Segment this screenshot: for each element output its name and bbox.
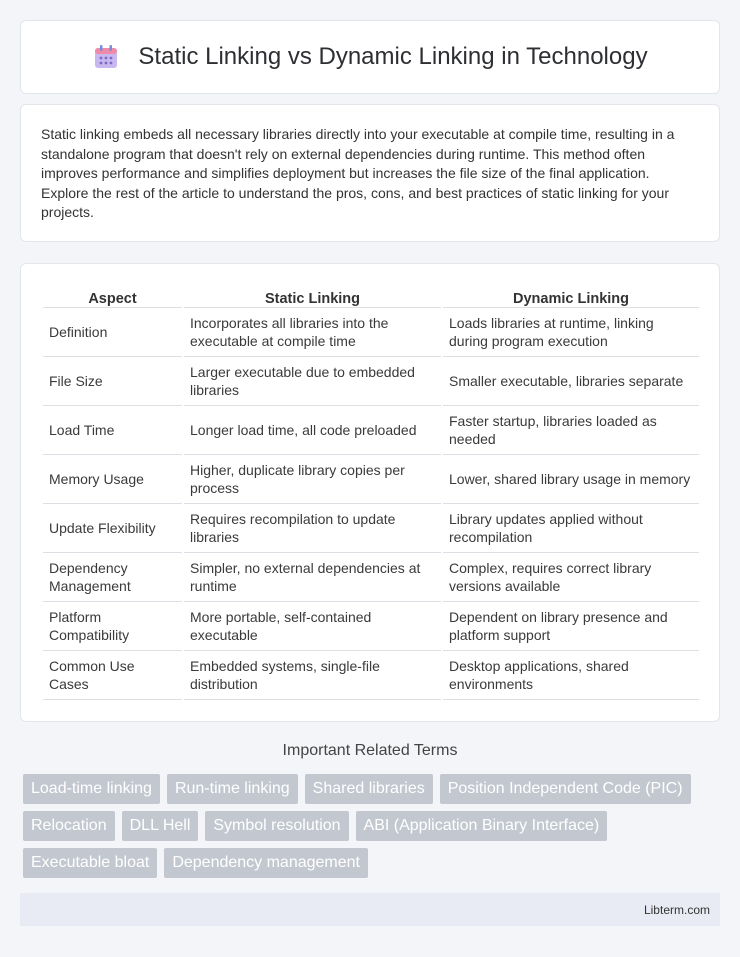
table-row	[43, 602, 699, 651]
related-terms-list	[23, 774, 723, 878]
cell-dynamic: Dependent on library presence and platform support	[443, 602, 699, 651]
term-tag[interactable]: Executable bloat	[23, 848, 157, 878]
table-row	[43, 406, 699, 455]
term-tag[interactable]: Load-time linking	[23, 774, 160, 804]
cell-aspect: Memory Usage	[43, 455, 182, 504]
table-row	[43, 651, 699, 700]
table-header-row	[43, 284, 699, 308]
cell-dynamic: Smaller executable, libraries separate	[443, 357, 699, 406]
term-tag[interactable]: ABI (Application Binary Interface)	[356, 811, 608, 841]
cell-aspect: Load Time	[43, 406, 182, 455]
cell-static: Simpler, no external dependencies at runtime	[184, 553, 441, 602]
cell-static: Requires recompilation to update libraries	[184, 504, 441, 553]
cell-aspect: Common Use Cases	[43, 651, 182, 700]
header-dynamic-linking: Dynamic Linking	[443, 284, 699, 308]
header-card	[20, 20, 720, 94]
cell-aspect: Definition	[43, 308, 182, 357]
cell-dynamic: Desktop applications, shared environments	[443, 651, 699, 700]
cell-dynamic: Library updates applied without recompilation	[443, 504, 699, 553]
comparison-table	[41, 284, 701, 700]
calendar-icon	[92, 43, 120, 71]
cell-aspect: Dependency Management	[43, 553, 182, 602]
table-row	[43, 357, 699, 406]
page-title: Static Linking vs Dynamic Linking in Technology	[138, 43, 648, 70]
footer	[20, 893, 720, 926]
term-tag[interactable]: Symbol resolution	[205, 811, 348, 841]
header-aspect: Aspect	[43, 284, 182, 308]
term-tag[interactable]: Position Independent Code (PIC)	[440, 774, 691, 804]
cell-static: Incorporates all libraries into the executable at compile time	[184, 308, 441, 357]
term-tag[interactable]: Dependency management	[164, 848, 368, 878]
cell-dynamic: Lower, shared library usage in memory	[443, 455, 699, 504]
term-tag[interactable]: DLL Hell	[122, 811, 199, 841]
cell-dynamic: Faster startup, libraries loaded as needed	[443, 406, 699, 455]
term-tag[interactable]: Relocation	[23, 811, 115, 841]
footer-site-link[interactable]: Libterm.com	[643, 902, 710, 917]
comparison-table-card	[20, 263, 720, 722]
cell-static: Higher, duplicate library copies per process	[184, 455, 441, 504]
table-row	[43, 455, 699, 504]
table-row	[43, 308, 699, 357]
title-wrap	[92, 43, 647, 71]
cell-dynamic: Complex, requires correct library versions available	[443, 553, 699, 602]
intro-text: Static linking embeds all necessary libraries directly into your executable at compile time, resulting in a standalone program that doesn't rely on external dependencies during runtime. This method often improves performance and simplifies deployment but increases the file size of the final application. Explore the rest of the article to understand the pros, cons, and best practices of static linking for your projects.	[41, 126, 675, 220]
cell-aspect: Update Flexibility	[43, 504, 182, 553]
cell-static: Longer load time, all code preloaded	[184, 406, 441, 455]
cell-aspect: File Size	[43, 357, 182, 406]
header-static-linking: Static Linking	[184, 284, 441, 308]
cell-static: Embedded systems, single-file distribution	[184, 651, 441, 700]
table-row	[43, 553, 699, 602]
term-tag[interactable]: Shared libraries	[305, 774, 433, 804]
related-terms-title: Important Related Terms	[282, 742, 458, 759]
intro-card	[20, 104, 720, 242]
cell-aspect: Platform Compatibility	[43, 602, 182, 651]
term-tag[interactable]: Run-time linking	[167, 774, 298, 804]
table-row	[43, 504, 699, 553]
cell-static: Larger executable due to embedded libraries	[184, 357, 441, 406]
cell-static: More portable, self-contained executable	[184, 602, 441, 651]
cell-dynamic: Loads libraries at runtime, linking during program execution	[443, 308, 699, 357]
